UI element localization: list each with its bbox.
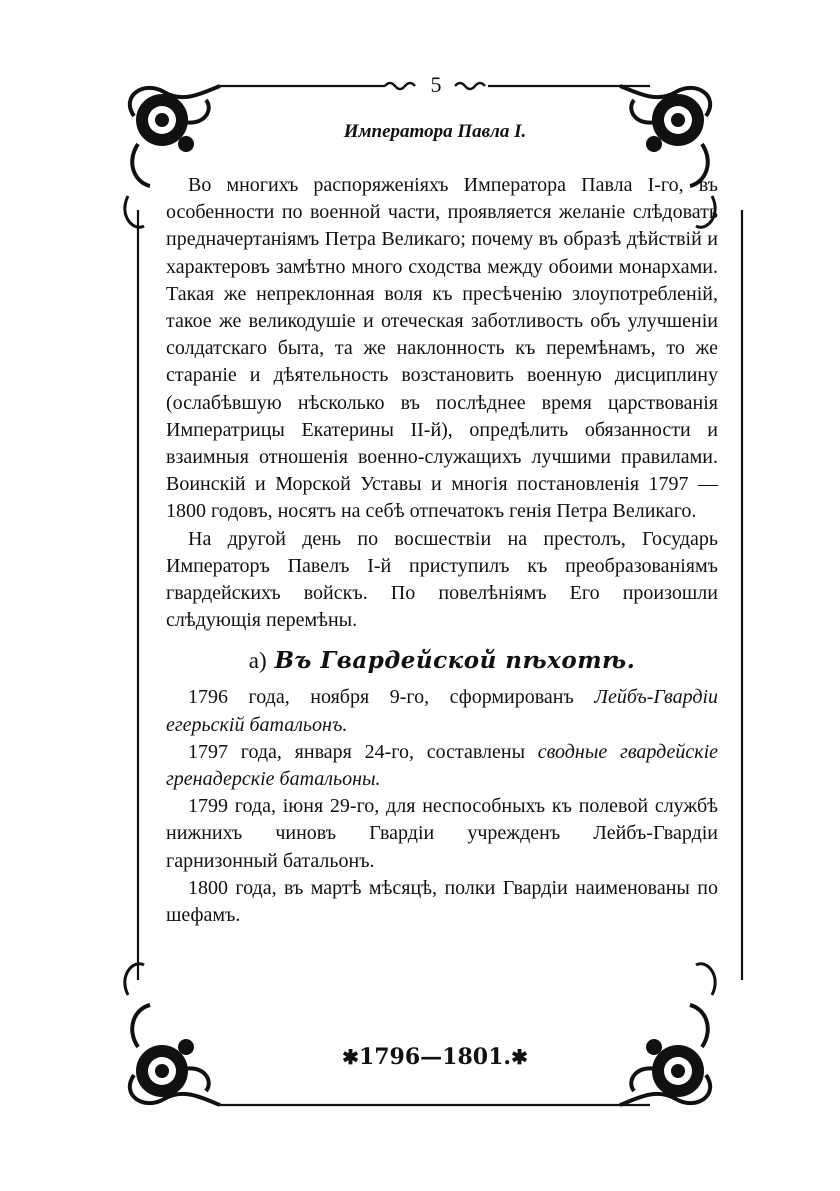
running-title: Императора Павла I.: [343, 121, 527, 142]
entry-1797-unit: сводные гвардейскіе гренадерскіе батальоны.: [166, 740, 718, 791]
paragraph-1: Во многихъ распоряженіяхъ Императора Павла I-го, въ особенности по военной части, проявляется желаніе слѣдовать предначертаніямъ Петра Великаго; почему въ образѣ дѣйствій и характеровъ замѣтно много сходства между обоими монархами. Такая же непреклонная воля къ пресѣченію злоупотребленій, такое же великодушіе и отеческая заботливость объ улучшеніи солдатскаго быта, та же наклонность къ перемѣнамъ, то же стараніе и дѣятельность возстановить военную дисциплину (ослабѣвшую нѣсколько въ послѣднее время царствованія Императрицы Екатерины II-й), опредѣлить обязанности и взаимныя отношенія военно-служащихъ лучшими правилами. Воинскій и Морской Уставы и многія постановленія 1797 — 1800 годовъ, носятъ на себѣ отпечатокъ генія Петра Великаго.: [166, 174, 718, 523]
entry-1796-text: 1796 года, ноября 9-го, сформированъ: [188, 686, 595, 709]
section-marker: a): [248, 648, 267, 674]
corner-ornament-bottom-right: [620, 964, 715, 1105]
section-heading: [166, 646, 718, 676]
star-ornament-right-icon: ✱: [511, 1045, 528, 1069]
top-wave-left: [385, 83, 415, 89]
page-body: [166, 172, 718, 929]
corner-ornament-bottom-left: [125, 964, 220, 1105]
entry-1797: [166, 739, 718, 793]
entry-1797-text: 1797 года, января 24-го, составлены: [188, 740, 538, 763]
star-ornament-left-icon: ✱: [342, 1045, 359, 1069]
section-title: Въ Гвардейской пѣхотѣ.: [274, 647, 636, 675]
entry-1796: [166, 684, 718, 738]
top-wave-right: [455, 83, 485, 89]
entry-1800: 1800 года, въ мартѣ мѣсяцѣ, полки Гвардіи наименованы по шефамъ.: [166, 876, 718, 927]
page-number: 5: [430, 72, 442, 97]
footer-years: [300, 1044, 570, 1070]
entry-1796-unit: Лейбъ-Гвардіи егерьскій батальонъ.: [166, 686, 718, 736]
footer-years-text: 1796—1801.: [358, 1044, 512, 1070]
entry-1799: 1799 года, іюня 29-го, для неспособныхъ къ полевой службѣ нижнихъ чиновъ Гвардіи учрежденъ Лейбъ-Гвардіи гарнизонный батальонъ.: [166, 795, 718, 872]
paragraph-2: На другой день по восшествіи на престолъ, Государь Императоръ Павелъ I-й приступилъ къ преобразованіямъ гвардейскихъ войскъ. По повелѣніямъ Его произошли слѣдующія перемѣны.: [166, 527, 718, 632]
